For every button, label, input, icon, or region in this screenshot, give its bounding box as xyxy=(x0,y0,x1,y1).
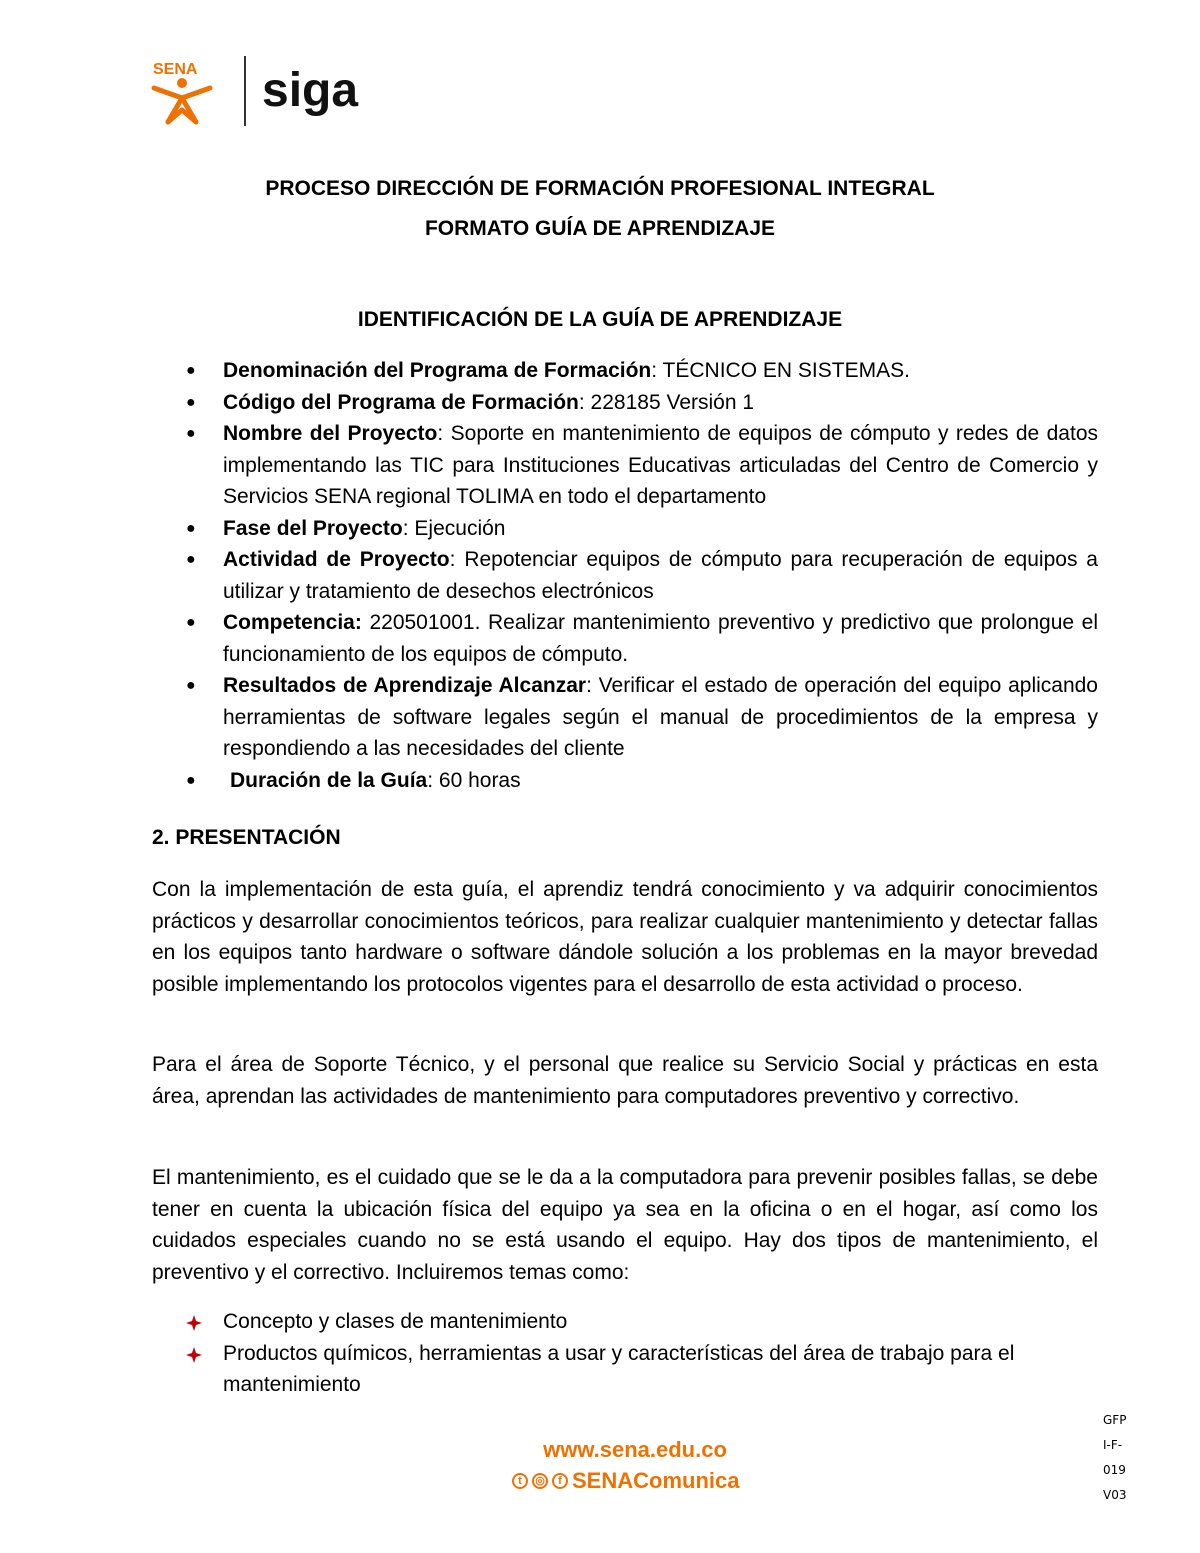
item-label: Resultados de Aprendizaje Alcanzar xyxy=(223,674,587,697)
presentation-paragraph: Para el área de Soporte Técnico, y el personal que realice su Servicio Social y prácticas en esta área, aprendan las actividades de mantenimiento para computadores preventivo y correctivo. xyxy=(152,1053,1098,1108)
list-item xyxy=(186,765,1098,797)
facebook-icon[interactable]: f xyxy=(552,1473,568,1489)
sena-siga-logo xyxy=(148,50,388,130)
instagram-icon[interactable]: ◎ xyxy=(532,1473,548,1489)
item-label: Denominación del Programa de Formación xyxy=(223,359,652,382)
document-subtitle: FORMATO GUÍA DE APRENDIZAJE xyxy=(424,217,776,240)
item-value: : 228185 Versión 1 xyxy=(578,390,755,414)
code-line: I-F- xyxy=(1103,1438,1123,1452)
code-line: GFP xyxy=(1103,1413,1127,1427)
identification-list xyxy=(186,355,1098,796)
item-value: : TÉCNICO EN SISTEMAS. xyxy=(651,359,910,382)
item-label: Fase del Proyecto xyxy=(223,516,403,540)
item-value: : Repotenciar equipos de cómputo para recuperación de equipos a utilizar y tratamiento de desechos electrónicos xyxy=(223,548,1098,603)
header-logo xyxy=(148,50,388,130)
code-line: V03 xyxy=(1103,1488,1127,1502)
item-value: : Ejecución xyxy=(402,516,506,540)
topics-list xyxy=(186,1306,1098,1401)
diamond-bullet-icon xyxy=(186,1347,202,1363)
bullet-icon: ● xyxy=(186,551,196,568)
item-label: Nombre del Proyecto xyxy=(223,422,438,445)
item-label: Actividad de Proyecto xyxy=(223,548,450,571)
bullet-icon: ● xyxy=(186,362,196,379)
bullet-icon: ● xyxy=(186,614,196,631)
list-item xyxy=(186,513,1098,545)
presentation-paragraph: Con la implementación de esta guía, el aprendiz tendrá conocimiento y va adquirir conocimientos prácticos y desarrollar conocimientos teóricos, para realizar cualquier mantenimiento y detectar fallas en los equipos tanto hardware o software dándole solución a los problemas en la mayor brevedad posible implementando los protocolos vigentes para el desarrollo de esta actividad o proceso. xyxy=(152,878,1098,996)
item-label: Código del Programa de Formación xyxy=(223,390,579,414)
presentation-paragraph: El mantenimiento, es el cuidado que se le da a la computadora para prevenir posibles fallas, se debe tener en cuenta la ubicación física del equipo ya sea en la oficina o en el hogar, así como los cuidados especiales cuando no se está usando el equipo. Hay dos tipos de mantenimiento, el preventivo y el correctivo. Incluiremos temas como: xyxy=(152,1166,1098,1284)
bullet-icon: ● xyxy=(186,425,196,442)
document-code xyxy=(1103,1408,1143,1508)
item-label: Duración de la Guía xyxy=(230,768,428,792)
item-value: : 60 horas xyxy=(427,768,521,792)
item-value: : Soporte en mantenimiento de equipos de cómputo y redes de datos implementando las TIC para Instituciones Educativas articuladas del Centro de Comercio y Servicios SENA regional TOLIMA en todo el departamento xyxy=(223,422,1098,508)
social-handle: SENAComunica xyxy=(572,1468,740,1493)
footer-social xyxy=(512,1468,739,1494)
list-item xyxy=(186,1306,1098,1338)
bullet-icon: ● xyxy=(186,393,196,411)
bullet-icon: ● xyxy=(186,677,196,694)
footer-website-link[interactable]: www.sena.edu.co xyxy=(543,1437,727,1462)
identification-heading: IDENTIFICACIÓN DE LA GUÍA DE APRENDIZAJE xyxy=(357,308,843,331)
item-value: 220501001. Realizar mantenimiento preventivo y predictivo que prolongue el funcionamiento de los equipos de cómputo. xyxy=(223,611,1098,666)
topic-text: Concepto y clases de mantenimiento xyxy=(223,1310,568,1333)
item-label: Competencia: xyxy=(223,611,362,634)
topic-text: Productos químicos, herramientas a usar y características del área de trabajo para el mantenimiento xyxy=(223,1341,1015,1396)
list-item xyxy=(186,387,1098,419)
code-line: 019 xyxy=(1103,1463,1126,1477)
bullet-icon: ● xyxy=(186,519,196,537)
diamond-bullet-icon xyxy=(186,1315,202,1331)
sena-logo-text: SENA xyxy=(153,61,198,78)
list-item xyxy=(186,1338,1098,1401)
list-item xyxy=(186,355,1098,387)
list-item xyxy=(186,544,1098,607)
presentation-heading: 2. PRESENTACIÓN xyxy=(152,826,341,849)
twitter-icon[interactable]: t xyxy=(512,1473,528,1489)
list-item xyxy=(186,607,1098,670)
bullet-icon: ● xyxy=(186,771,196,789)
list-item xyxy=(186,418,1098,513)
siga-logo-text: siga xyxy=(262,64,359,117)
list-item xyxy=(186,670,1098,765)
item-value: : Verificar el estado de operación del equipo aplicando herramientas de software legales según el manual de procedimientos de la empresa y respondiendo a las necesidades del cliente xyxy=(223,674,1098,760)
document-title: PROCESO DIRECCIÓN DE FORMACIÓN PROFESIONAL INTEGRAL xyxy=(265,177,935,200)
